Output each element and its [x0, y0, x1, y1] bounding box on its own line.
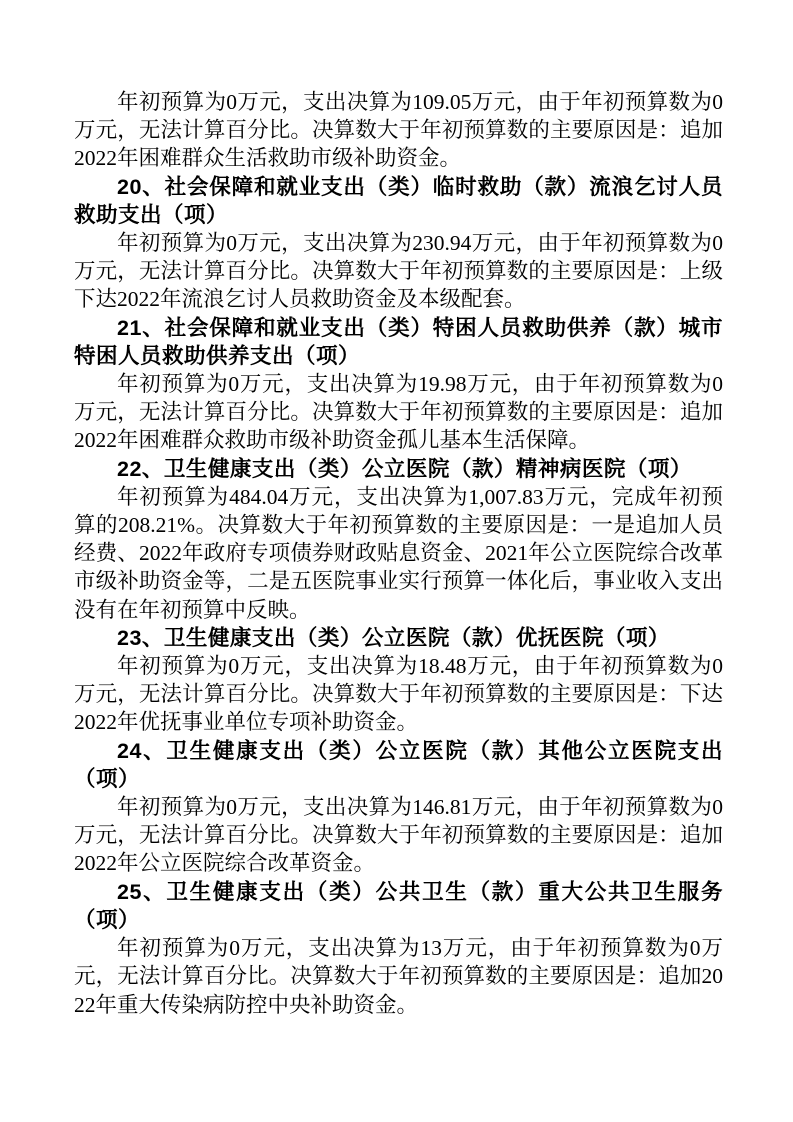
- paragraph-item23-detail: 年初预算为0万元，支出决算为18.48万元，由于年初预算数为0万元，无法计算百分比。决算数大于年初预算数的主要原因是：下达2022年优抚事业单位专项补助资金。: [74, 654, 723, 735]
- heading-item-23: 23、卫生健康支出（类）公立医院（款）优抚医院（项）: [117, 625, 670, 650]
- paragraph-item21-detail: 年初预算为0万元，支出决算为19.98万元，由于年初预算数为0万元，无法计算百分比。决算数大于年初预算数的主要原因是：追加2022年困难群众救助市级补助资金孤儿基本生活保障。: [74, 372, 723, 453]
- paragraph-item22-detail: 年初预算为484.04万元，支出决算为1,007.83万元，完成年初预算的208.21%。决算数大于年初预算数的主要原因是：一是追加人员经费、2022年政府专项债券财政贴息资金、2021年公立医院综合改革市级补助资金等，二是五医院事业实行预算一体化后，事业收入支出没有在年初预算中反映。: [74, 484, 723, 622]
- heading-item-21: 21、社会保障和就业支出（类）特困人员救助供养（款）城市特困人员救助供养支出（项）: [74, 315, 723, 368]
- heading-item-25: 25、卫生健康支出（类）公共卫生（款）重大公共卫生服务（项）: [74, 879, 723, 932]
- heading-item-22: 22、卫生健康支出（类）公立医院（款）精神病医院（项）: [117, 456, 692, 481]
- paragraph-item25-detail: 年初预算为0万元，支出决算为13万元，由于年初预算数为0万元，无法计算百分比。决算数大于年初预算数的主要原因是：追加2022年重大传染病防控中央补助资金。: [74, 936, 723, 1017]
- paragraph-item20-detail: 年初预算为0万元，支出决算为230.94万元，由于年初预算数为0万元，无法计算百分比。决算数大于年初预算数的主要原因是：上级下达2022年流浪乞讨人员救助资金及本级配套。: [74, 231, 723, 312]
- heading-item-24: 24、卫生健康支出（类）公立医院（款）其他公立医院支出（项）: [74, 738, 723, 791]
- heading-item-20: 20、社会保障和就业支出（类）临时救助（款）流浪乞讨人员救助支出（项）: [74, 174, 723, 227]
- paragraph-item24-detail: 年初预算为0万元，支出决算为146.81万元，由于年初预算数为0万元，无法计算百分比。决算数大于年初预算数的主要原因是：追加2022年公立医院综合改革资金。: [74, 795, 723, 876]
- paragraph-item19-detail: 年初预算为0万元，支出决算为109.05万元，由于年初预算数为0万元，无法计算百分比。决算数大于年初预算数的主要原因是：追加2022年困难群众生活救助市级补助资金。: [74, 90, 723, 171]
